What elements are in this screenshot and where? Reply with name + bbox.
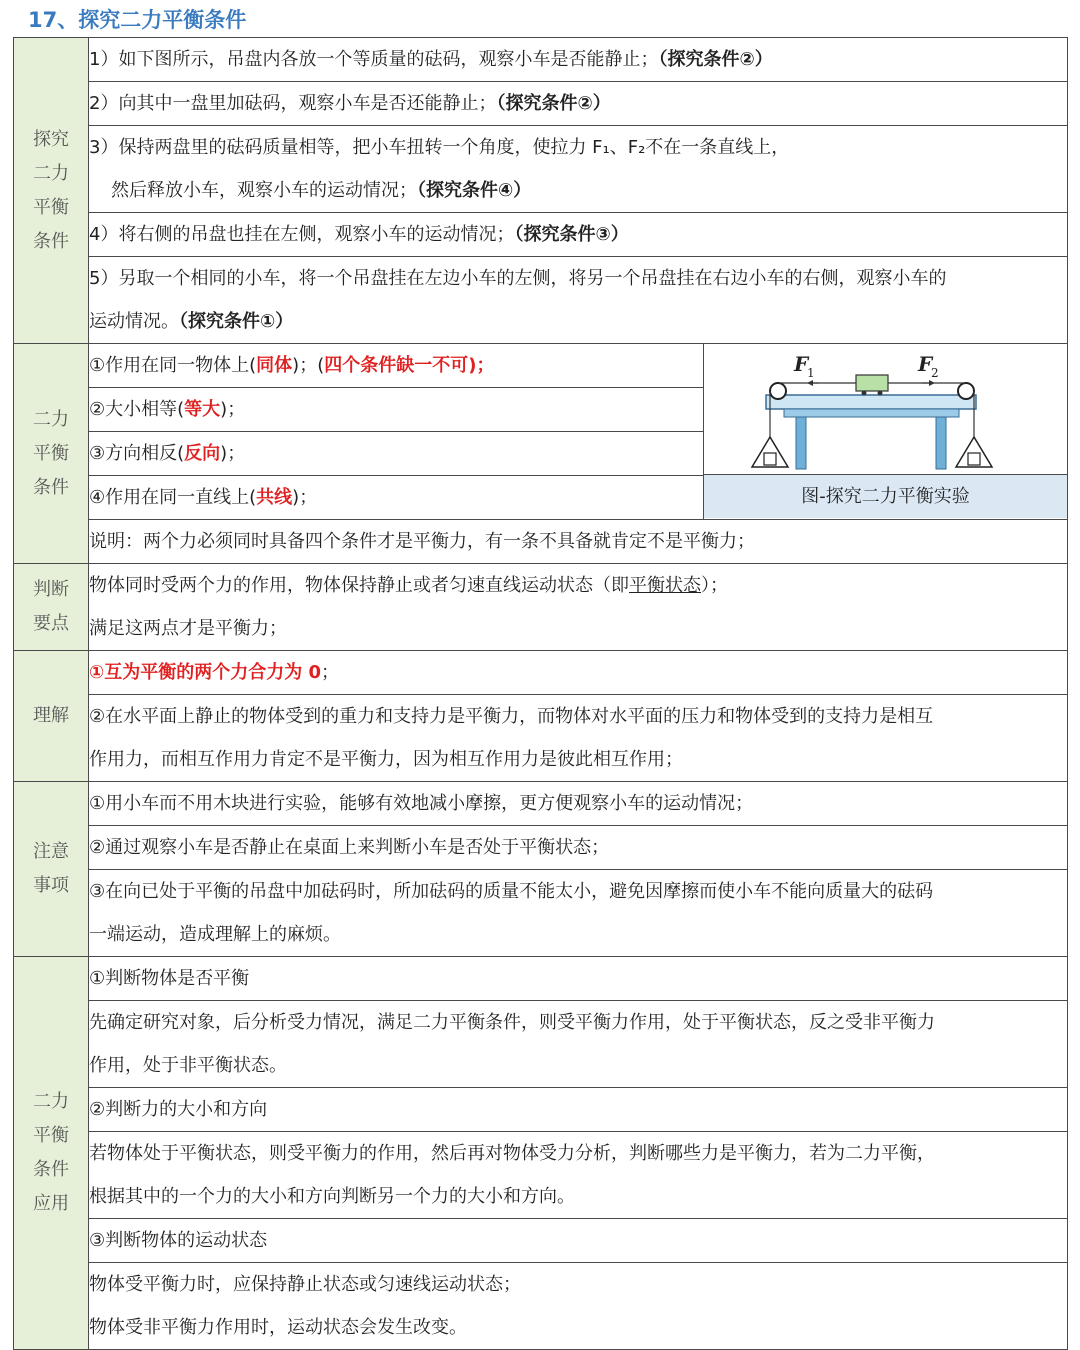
apply-heading-1: ①判断物体是否平衡	[89, 957, 1068, 1001]
apply-body-1: 先确定研究对象，后分析受力情况，满足二力平衡条件，则受平衡力作用，处于平衡状态，反之受非平衡力 作用，处于非平衡状态。	[89, 1001, 1068, 1088]
understand-row-2: ②在水平面上静止的物体受到的重力和支持力是平衡力，而物体对水平面的压力和物体受到的支持力是相互 作用力，而相互作用力肯定不是平衡力，因为相互作用力是彼此相互作用；	[89, 695, 1068, 782]
condition-3: ③方向相反(反向)；	[89, 432, 704, 476]
explore-row-1: 1）如下图所示，吊盘内各放一个等质量的砝码，观察小车是否能静止；（探究条件②）	[89, 38, 1068, 82]
notice-row-1: ①用小车而不用木块进行实验，能够有效地减小摩擦，更方便观察小车的运动情况；	[89, 782, 1068, 826]
force-label-f2-sub: 2	[931, 366, 939, 380]
label-judge: 判断 要点	[14, 564, 89, 651]
explore-row-4: 4）将右侧的吊盘也挂在左侧，观察小车的运动情况；（探究条件③）	[89, 213, 1068, 257]
apply-body-3: 物体受平衡力时，应保持静止状态或匀速线运动状态； 物体受非平衡力作用时，运动状态会发生改变。	[89, 1263, 1068, 1350]
notice-row-2: ②通过观察小车是否静止在桌面上来判断小车是否处于平衡状态；	[89, 826, 1068, 870]
explore-row-5: 5）另取一个相同的小车，将一个吊盘挂在左边小车的左侧，将另一个吊盘挂在右边小车的右侧，观察小车的 运动情况。（探究条件①）	[89, 257, 1068, 344]
understand-row-1: ①互为平衡的两个力合力为 0；	[89, 651, 1068, 695]
conditions-note: 说明：两个力必须同时具备四个条件才是平衡力，有一条不具备就肯定不是平衡力；	[89, 520, 1068, 564]
apply-body-2: 若物体处于平衡状态，则受平衡力的作用，然后再对物体受力分析，判断哪些力是平衡力，若为二力平衡， 根据其中的一个力的大小和方向判断另一个力的大小和方向。	[89, 1132, 1068, 1219]
force-label-f1: F	[794, 352, 809, 376]
apply-heading-2: ②判断力的大小和方向	[89, 1088, 1068, 1132]
force-label-f2: F	[918, 352, 933, 376]
explore-row-3: 3）保持两盘里的砝码质量相等，把小车扭转一个角度，使拉力 F₁、F₂不在一条直线上， 然后释放小车，观察小车的运动情况；（探究条件④）	[89, 126, 1068, 213]
explore-row-2: 2）向其中一盘里加砝码，观察小车是否还能静止；（探究条件②）	[89, 82, 1068, 126]
apply-heading-3: ③判断物体的运动状态	[89, 1219, 1068, 1263]
label-notice: 注意 事项	[14, 782, 89, 957]
judge-points: 物体同时受两个力的作用，物体保持静止或者匀速直线运动状态（即平衡状态）； 满足这两点才是平衡力；	[89, 564, 1068, 651]
experiment-diagram	[704, 345, 1067, 474]
notice-row-3: ③在向已处于平衡的吊盘中加砝码时，所加砝码的质量不能太小，避免因摩擦而使小车不能向质量大的砝码 一端运动，造成理解上的麻烦。	[89, 870, 1068, 957]
summary-table	[13, 37, 1068, 1350]
label-explore: 探究 二力 平衡 条件	[14, 38, 89, 344]
condition-4: ④作用在同一直线上(共线)；	[89, 476, 704, 520]
figure-caption: 图-探究二力平衡实验	[704, 474, 1067, 518]
condition-1: ①作用在同一物体上(同体)；(四个条件缺一不可)；	[89, 344, 704, 388]
force-label-f1-sub: 1	[807, 366, 815, 380]
label-apply: 二力 平衡 条件 应用	[14, 957, 89, 1350]
page-title: 17、探究二力平衡条件	[28, 8, 247, 32]
condition-2: ②大小相等(等大)；	[89, 388, 704, 432]
label-conditions: 二力 平衡 条件	[14, 344, 89, 564]
pulley-apparatus-illustration	[704, 345, 1067, 474]
experiment-figure	[704, 344, 1068, 520]
label-understand: 理解	[14, 651, 89, 782]
